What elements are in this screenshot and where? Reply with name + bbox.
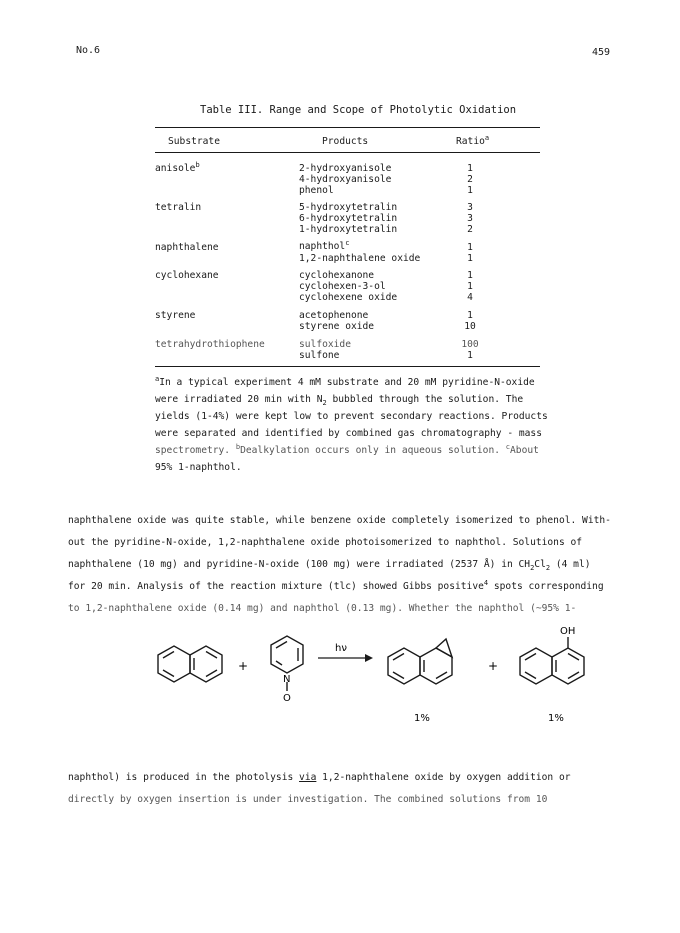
body-line: naphthalene oxide was quite stable, while benzene oxide completely isomerized to phenol. With- <box>68 515 611 526</box>
substrate-cyclohexane: cyclohexane <box>155 270 219 281</box>
body-line: out the pyridine-N-oxide, 1,2-naphthalene oxide photoisomerized to naphthol. Solutions of <box>68 537 583 548</box>
body-line: to 1,2-naphthalene oxide (0.14 mg) and naphthol (0.13 mg). Whether the naphthol (~95% 1- <box>68 603 577 614</box>
col-header-products: Products <box>322 136 369 147</box>
product-cell: sulfone <box>299 350 340 361</box>
product-cell: naphthol$^c$ <box>299 238 350 252</box>
product-cell: 5-hydroxytetralin <box>299 202 398 213</box>
product-cell: 1,2-naphthalene oxide <box>299 253 421 264</box>
footnote-a-line-1: $^a$In a typical experiment 4 mM substrate and 20 mM pyridine-N-oxide <box>155 374 535 388</box>
product-cell: cyclohexen-3-ol <box>299 281 386 292</box>
footnote-a-line-2: were irradiated 20 min with $N_2$ bubbled through the solution. The <box>155 394 524 407</box>
reaction-arrow <box>318 654 373 662</box>
substrate-tetralin: tetralin <box>155 202 202 213</box>
col-header-substrate: Substrate <box>168 136 220 147</box>
yield-naphthol: 1% <box>548 713 564 724</box>
table-top-rule <box>155 127 540 128</box>
table-bottom-rule <box>155 366 540 367</box>
hydroxyl-label: OH <box>560 626 576 637</box>
product-cell: cyclohexene oxide <box>299 292 398 303</box>
ratio-cell: 1 <box>467 281 473 292</box>
substrate-anisole: anisole$^b$ <box>155 160 200 174</box>
ratio-cell: 1 <box>467 242 473 253</box>
hv-label: hν <box>335 643 347 654</box>
plus-sign-1: + <box>238 659 249 673</box>
naphthalene-oxide-structure <box>388 639 452 684</box>
table-header-rule <box>155 152 540 153</box>
ratio-cell: 10 <box>464 321 476 332</box>
ratio-cell: 1 <box>467 185 473 196</box>
nitrogen-label: N <box>283 674 291 685</box>
product-cell: 6-hydroxytetralin <box>299 213 398 224</box>
naphthol-structure <box>520 637 584 684</box>
oxygen-label: O <box>283 693 291 704</box>
body-line: naphthalene (10 mg) and pyridine-N-oxide (100 mg) were irradiated (2537 Å) in $CH_2Cl_2$ (4 ml) <box>68 559 591 572</box>
ratio-cell: 2 <box>467 224 473 235</box>
plus-sign-2: + <box>488 659 499 673</box>
substrate-styrene: styrene <box>155 310 196 321</box>
table-title: Table III. Range and Scope of Photolytic Oxidation <box>200 104 517 116</box>
yield-oxide: 1% <box>414 713 430 724</box>
journal-number: No.6 <box>76 45 101 56</box>
footnote-a-line-4: were separated and identified by combined gas chromatography - mass <box>155 428 542 439</box>
ratio-cell: 1 <box>467 163 473 174</box>
product-cell: 1-hydroxytetralin <box>299 224 398 235</box>
body-line: for 20 min. Analysis of the reaction mixture (tlc) showed Gibbs positive$^4$ spots corresponding <box>68 578 604 592</box>
footnote-a-line-5: spectrometry. $^b$Dealkylation occurs only in aqueous solution. $^c$About <box>155 442 539 456</box>
reaction-scheme <box>130 625 590 760</box>
body-line: directly by oxygen insertion is under investigation. The combined solutions from 10 <box>68 794 548 805</box>
col-header-ratio: Ratio$^a$ <box>456 133 490 147</box>
body-line: naphthol) is produced in the photolysis via 1,2-naphthalene oxide by oxygen addition or <box>68 772 571 783</box>
product-cell: 4-hydroxyanisole <box>299 174 392 185</box>
product-cell: sulfoxide <box>299 339 351 350</box>
ratio-cell: 4 <box>467 292 473 303</box>
page-number: 459 <box>591 47 610 58</box>
footnote-a-line-3: yields (1-4%) were kept low to prevent secondary reactions. Products <box>155 411 548 422</box>
naphthalene-structure <box>158 646 222 682</box>
product-cell: cyclohexanone <box>299 270 375 281</box>
ratio-cell: 3 <box>467 213 473 224</box>
product-cell: styrene oxide <box>299 321 375 332</box>
footnote-c-line-2: 95% 1-naphthol. <box>155 462 242 473</box>
ratio-cell: 1 <box>467 310 473 321</box>
ratio-cell: 1 <box>467 350 473 361</box>
ratio-cell: 100 <box>461 339 479 350</box>
substrate-tetrahydrothiophene: tetrahydrothiophene <box>155 339 265 350</box>
ratio-cell: 3 <box>467 202 473 213</box>
ratio-cell: 1 <box>467 270 473 281</box>
ratio-cell: 2 <box>467 174 473 185</box>
product-cell: acetophenone <box>299 310 369 321</box>
ratio-cell: 1 <box>467 253 473 264</box>
product-cell: 2-hydroxyanisole <box>299 163 392 174</box>
substrate-naphthalene: naphthalene <box>155 242 219 253</box>
product-cell: phenol <box>299 185 334 196</box>
